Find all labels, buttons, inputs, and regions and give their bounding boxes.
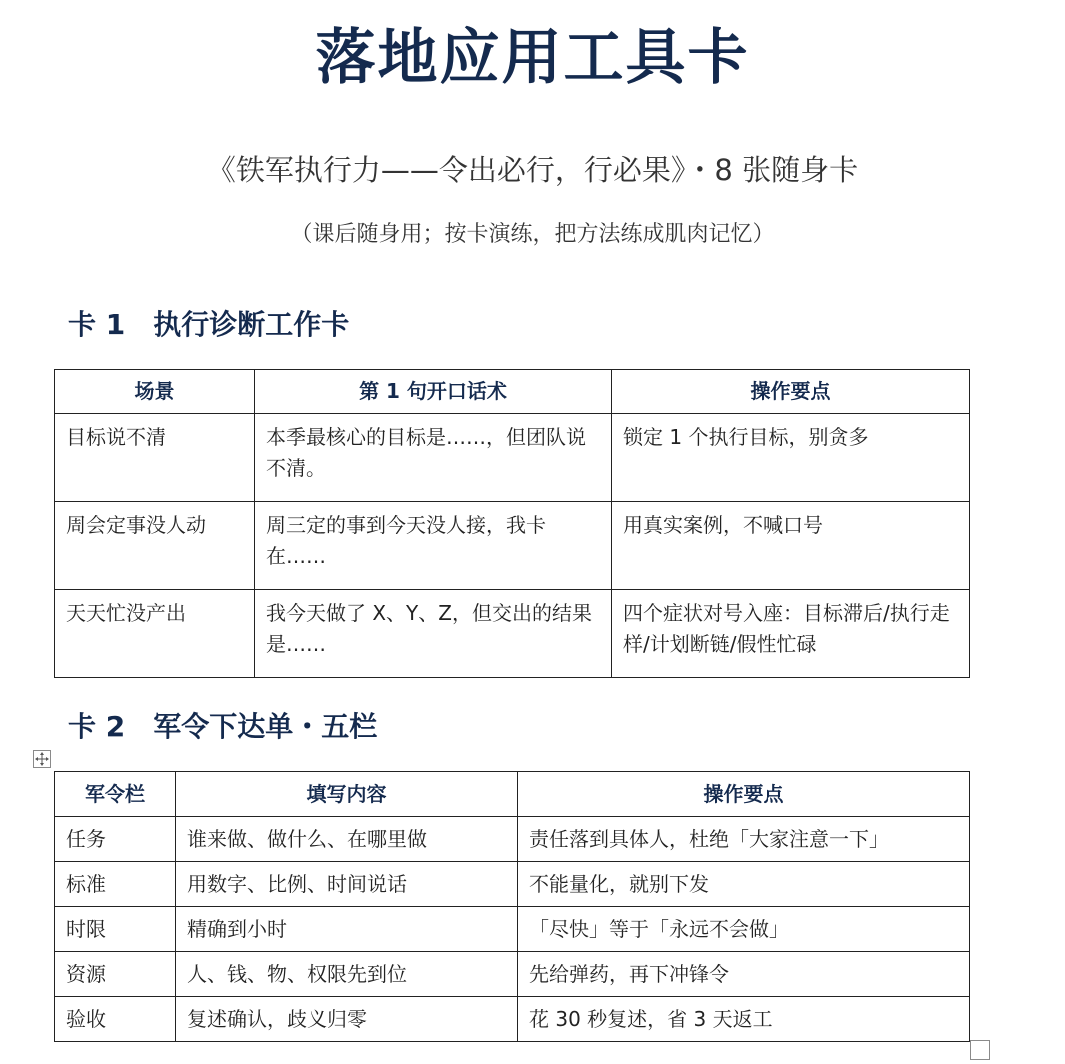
page-subtitle: 《铁军执行力——令出必行，行必果》・8 张随身卡 <box>206 153 859 187</box>
table-cell[interactable]: 任务 <box>55 817 176 862</box>
table-cell[interactable]: 人、钱、物、权限先到位 <box>176 952 518 997</box>
table-cell[interactable]: 时限 <box>55 907 176 952</box>
card2-heading: 卡 2 军令下达单・五栏 <box>68 710 378 743</box>
table-cell[interactable]: 周三定的事到今天没人接，我卡在…… <box>255 502 612 590</box>
card1-table <box>54 369 970 678</box>
table-cell[interactable]: 四个症状对号入座：目标滞后/执行走样/计划断链/假性忙碌 <box>612 590 970 678</box>
table-row <box>55 952 970 997</box>
table-cell[interactable]: 「尽快」等于「永远不会做」 <box>518 907 970 952</box>
column-header-scene: 场景 <box>55 370 255 414</box>
table-cell[interactable]: 天天忙没产出 <box>55 590 255 678</box>
table-row <box>55 817 970 862</box>
table-cell[interactable]: 锁定 1 个执行目标，别贪多 <box>612 414 970 502</box>
table-row <box>55 997 970 1042</box>
table-cell[interactable]: 不能量化，就别下发 <box>518 862 970 907</box>
table-cell[interactable]: 周会定事没人动 <box>55 502 255 590</box>
column-header-fill-content: 填写内容 <box>176 772 518 817</box>
table-cell[interactable]: 精确到小时 <box>176 907 518 952</box>
table-cell[interactable]: 标准 <box>55 862 176 907</box>
column-header-opening-line: 第 1 句开口话术 <box>255 370 612 414</box>
table-cell[interactable]: 复述确认，歧义归零 <box>176 997 518 1042</box>
table-cell[interactable]: 本季最核心的目标是……，但团队说不清。 <box>255 414 612 502</box>
table-header-row <box>55 772 970 817</box>
card2-table <box>54 771 970 1042</box>
table-row <box>55 590 970 678</box>
table-row <box>55 862 970 907</box>
table-cell[interactable]: 花 30 秒复述，省 3 天返工 <box>518 997 970 1042</box>
table-cell[interactable]: 用数字、比例、时间说话 <box>176 862 518 907</box>
table-cell[interactable]: 资源 <box>55 952 176 997</box>
move-arrows-icon[interactable] <box>33 750 51 768</box>
column-header-key-points: 操作要点 <box>518 772 970 817</box>
page-title: 落地应用工具卡 <box>315 23 750 93</box>
table-cell[interactable]: 用真实案例，不喊口号 <box>612 502 970 590</box>
column-header-key-points: 操作要点 <box>612 370 970 414</box>
column-header-order-field: 军令栏 <box>55 772 176 817</box>
table-cell[interactable]: 我今天做了 X、Y、Z，但交出的结果是…… <box>255 590 612 678</box>
table-cell[interactable]: 目标说不清 <box>55 414 255 502</box>
table-cell[interactable]: 责任落到具体人，杜绝「大家注意一下」 <box>518 817 970 862</box>
table-row <box>55 502 970 590</box>
table-cell[interactable]: 验收 <box>55 997 176 1042</box>
resize-handle-icon[interactable] <box>970 1040 990 1060</box>
card1-heading: 卡 1 执行诊断工作卡 <box>68 308 350 341</box>
table-row <box>55 414 970 502</box>
table-cell[interactable]: 谁来做、做什么、在哪里做 <box>176 817 518 862</box>
usage-note: （课后随身用；按卡演练，把方法练成肌肉记忆） <box>290 222 775 247</box>
table-row <box>55 907 970 952</box>
table-header-row <box>55 370 970 414</box>
table-cell[interactable]: 先给弹药，再下冲锋令 <box>518 952 970 997</box>
